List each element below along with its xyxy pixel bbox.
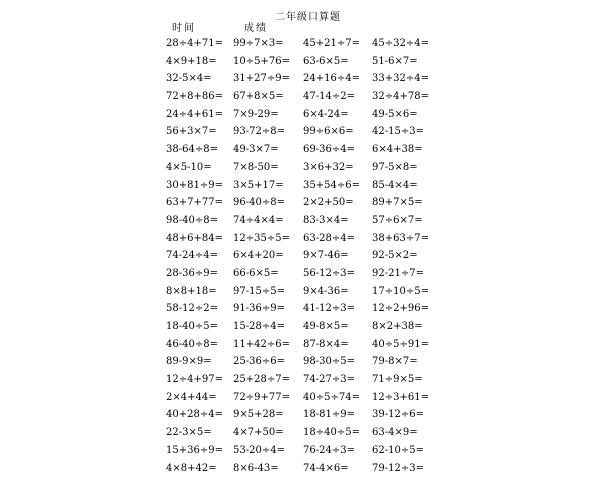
- math-problem: 46-40÷8=: [166, 336, 240, 354]
- math-problem: 6×4+38=: [372, 141, 446, 159]
- math-problem: 40+28÷4=: [166, 406, 240, 424]
- math-problem: 15-28÷4=: [233, 318, 307, 336]
- math-problem: 99÷7×3=: [233, 35, 307, 53]
- math-problem: 32-5×4=: [166, 70, 240, 88]
- math-problem: 74÷4×4=: [233, 212, 307, 230]
- page-title: 二年级口算题: [248, 8, 368, 23]
- math-problem: 11+42÷6=: [233, 336, 307, 354]
- math-problem: 17÷10÷5=: [372, 283, 446, 301]
- math-problem: 97-15÷5=: [233, 283, 307, 301]
- score-label: 成绩: [244, 19, 268, 34]
- math-problem: 7×9-29=: [233, 106, 307, 124]
- problem-column-4: [372, 35, 446, 477]
- math-problem: 53-20÷4=: [233, 442, 307, 460]
- math-problem: 25-36÷6=: [233, 353, 307, 371]
- math-problem: 63-28÷4=: [303, 230, 377, 248]
- math-problem: 38+63÷7=: [372, 230, 446, 248]
- math-problem: 48+6+84=: [166, 230, 240, 248]
- math-problem: 74-4×6=: [303, 460, 377, 477]
- math-problem: 45+21÷7=: [303, 35, 377, 53]
- math-problem: 89-9×9=: [166, 353, 240, 371]
- math-problem: 12÷35÷5=: [233, 230, 307, 248]
- math-problem: 4×9+18=: [166, 53, 240, 71]
- math-problem: 51-6×7=: [372, 53, 446, 71]
- math-problem: 24÷4+61=: [166, 106, 240, 124]
- math-problem: 8×2+38=: [372, 318, 446, 336]
- math-problem: 18-81÷9=: [303, 406, 377, 424]
- math-problem: 6×4-24=: [303, 106, 377, 124]
- math-problem: 30+81÷9=: [166, 177, 240, 195]
- math-problem: 3×5+17=: [233, 177, 307, 195]
- math-problem: 74-24÷4=: [166, 247, 240, 265]
- math-problem: 12÷3+61=: [372, 389, 446, 407]
- math-problem: 71÷9×5=: [372, 371, 446, 389]
- math-problem: 12÷4+97=: [166, 371, 240, 389]
- math-problem: 28-36÷9=: [166, 265, 240, 283]
- math-problem: 9×7-46=: [303, 247, 377, 265]
- math-problem: 56-12÷3=: [303, 265, 377, 283]
- math-problem: 40÷5÷91=: [372, 336, 446, 354]
- math-problem: 62-10÷5=: [372, 442, 446, 460]
- math-problem: 18-40÷5=: [166, 318, 240, 336]
- time-label: 时间: [172, 19, 196, 34]
- math-problem: 33+32÷4=: [372, 70, 446, 88]
- math-problem: 28÷4+71=: [166, 35, 240, 53]
- problem-column-1: [166, 35, 240, 477]
- math-problem: 49-3×7=: [233, 141, 307, 159]
- math-problem: 99÷6×6=: [303, 123, 377, 141]
- math-problem: 72÷9+77=: [233, 389, 307, 407]
- math-problem: 2×4+44=: [166, 389, 240, 407]
- math-problem: 9×4-36=: [303, 283, 377, 301]
- math-problem: 12÷2+96=: [372, 300, 446, 318]
- math-problem: 4×5-10=: [166, 159, 240, 177]
- math-problem: 4×8+42=: [166, 460, 240, 477]
- problem-column-3: [303, 35, 377, 477]
- math-problem: 79-12÷3=: [372, 460, 446, 477]
- math-problem: 98-30÷5=: [303, 353, 377, 371]
- math-problem: 83-3×4=: [303, 212, 377, 230]
- math-problem: 63+7+77=: [166, 194, 240, 212]
- math-problem: 92-5×2=: [372, 247, 446, 265]
- math-problem: 4×7+50=: [233, 424, 307, 442]
- math-problem: 24+16÷4=: [303, 70, 377, 88]
- math-problem: 72+8+86=: [166, 88, 240, 106]
- math-problem: 91-36÷9=: [233, 300, 307, 318]
- math-problem: 96-40÷8=: [233, 194, 307, 212]
- math-problem: 97-5×8=: [372, 159, 446, 177]
- math-problem: 89+7×5=: [372, 194, 446, 212]
- math-problem: 38-64÷8=: [166, 141, 240, 159]
- problem-column-2: [233, 35, 307, 477]
- math-problem: 57÷6×7=: [372, 212, 446, 230]
- math-problem: 45÷32÷4=: [372, 35, 446, 53]
- math-problem: 63-4×9=: [372, 424, 446, 442]
- math-problem: 87-8×4=: [303, 336, 377, 354]
- math-problem: 49-5×6=: [372, 106, 446, 124]
- math-problem: 6×4+20=: [233, 247, 307, 265]
- math-problem: 35+54÷6=: [303, 177, 377, 195]
- math-problem: 10÷5+76=: [233, 53, 307, 71]
- math-problem: 67+8×5=: [233, 88, 307, 106]
- math-problem: 98-40÷8=: [166, 212, 240, 230]
- math-problem: 41-12÷3=: [303, 300, 377, 318]
- math-problem: 15+36÷9=: [166, 442, 240, 460]
- math-problem: 79-8×7=: [372, 353, 446, 371]
- math-problem: 40÷5÷74=: [303, 389, 377, 407]
- math-problem: 9×5+28=: [233, 406, 307, 424]
- math-problem: 22-3×5=: [166, 424, 240, 442]
- math-problem: 47-14÷2=: [303, 88, 377, 106]
- math-problem: 31+27÷9=: [233, 70, 307, 88]
- math-problem: 58-12÷2=: [166, 300, 240, 318]
- math-problem: 56+3×7=: [166, 123, 240, 141]
- math-problem: 49-8×5=: [303, 318, 377, 336]
- math-problem: 7×8-50=: [233, 159, 307, 177]
- math-problem: 25+28÷7=: [233, 371, 307, 389]
- math-problem: 8×6-43=: [233, 460, 307, 477]
- math-problem: 74-27÷3=: [303, 371, 377, 389]
- math-problem: 76-24÷3=: [303, 442, 377, 460]
- math-problem: 92-21÷7=: [372, 265, 446, 283]
- math-problem: 39-12÷6=: [372, 406, 446, 424]
- math-problem: 42-15÷3=: [372, 123, 446, 141]
- math-problem: 3×6+32=: [303, 159, 377, 177]
- math-problem: 63-6×5=: [303, 53, 377, 71]
- math-problem: 85-4×4=: [372, 177, 446, 195]
- math-problem: 93-72÷8=: [233, 123, 307, 141]
- math-problem: 8×8+18=: [166, 283, 240, 301]
- math-problem: 18÷40÷5=: [303, 424, 377, 442]
- math-problem: 2×2+50=: [303, 194, 377, 212]
- math-problem: 66-6×5=: [233, 265, 307, 283]
- math-problem: 32÷4+78=: [372, 88, 446, 106]
- math-problem: 69-36÷4=: [303, 141, 377, 159]
